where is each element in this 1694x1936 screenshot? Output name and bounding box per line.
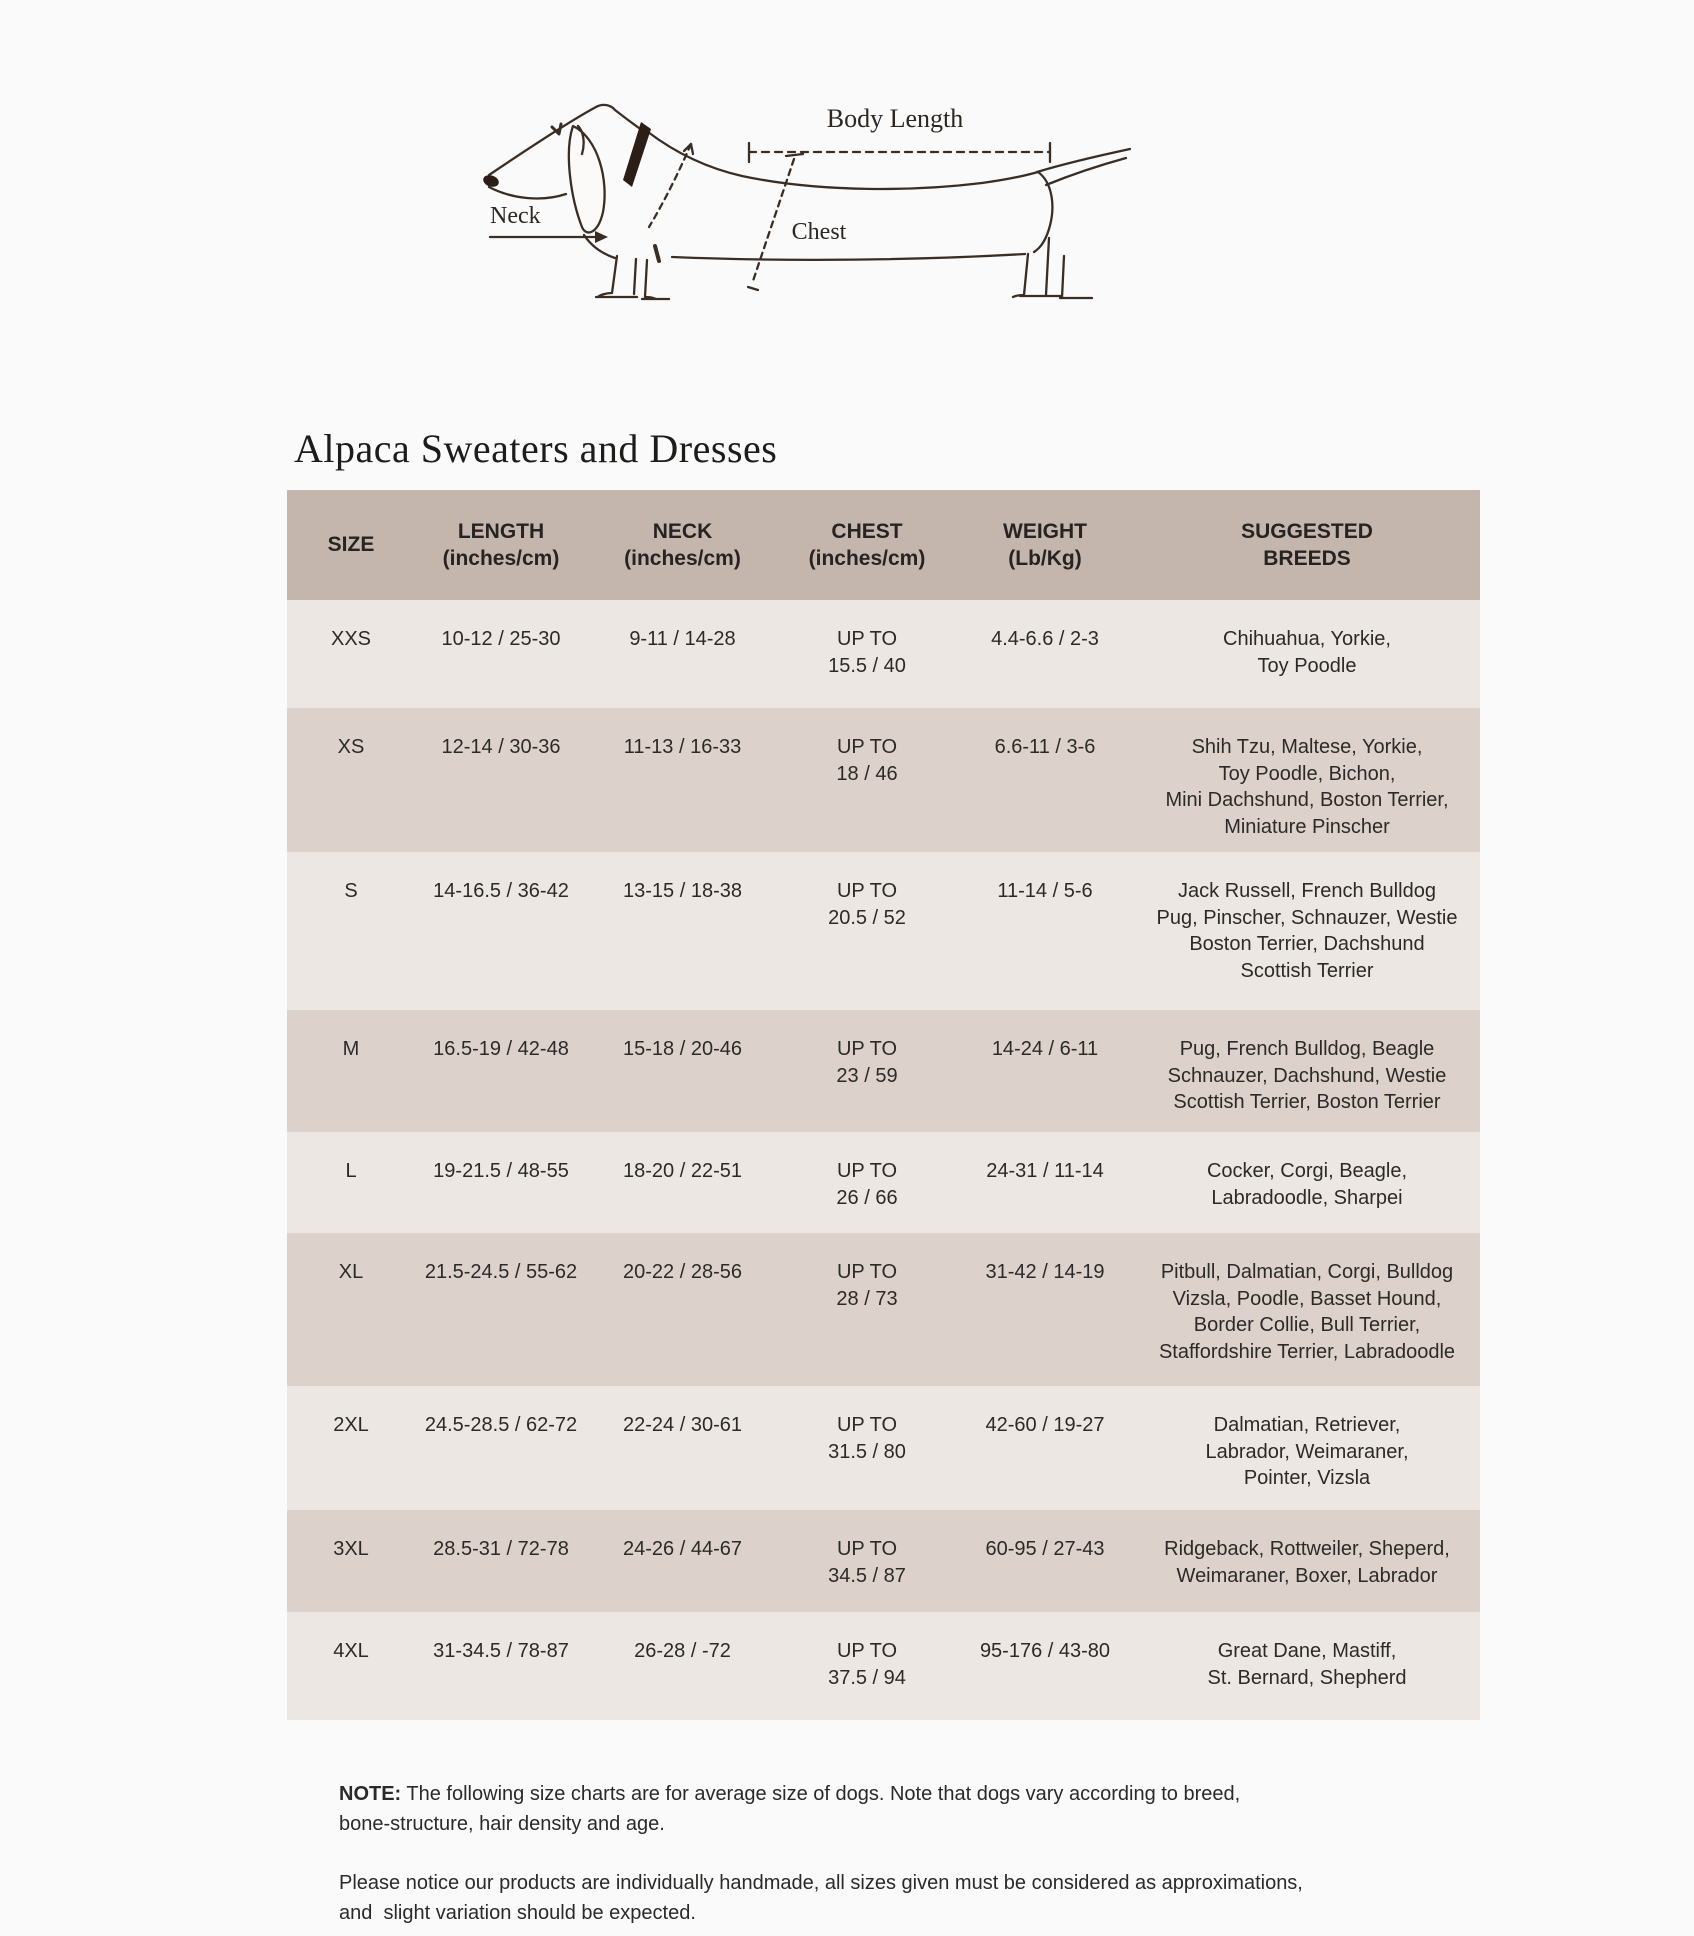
note-handmade: Please notice our products are individually handmade, all sizes given must be considered as approximations, and slight variation should be expected. xyxy=(339,1871,1303,1925)
size-chart-table xyxy=(287,490,1480,1720)
cell-breeds: Dalmatian, Retriever, Labrador, Weimaraner, Pointer, Vizsla xyxy=(1134,1386,1480,1510)
cell-length: 14-16.5 / 36-42 xyxy=(415,852,587,1010)
cell-length: 19-21.5 / 48-55 xyxy=(415,1132,587,1233)
table-header xyxy=(287,490,1480,600)
cell-size: 2XL xyxy=(287,1386,415,1510)
header-chest: CHEST (inches/cm) xyxy=(778,490,956,600)
cell-length: 12-14 / 30-36 xyxy=(415,708,587,852)
dog-rear-legs xyxy=(1013,238,1092,298)
dog-ear xyxy=(569,126,605,232)
note-average-size xyxy=(339,1779,1514,1840)
neck-measure-arc xyxy=(649,144,691,227)
cell-chest: UP TO 28 / 73 xyxy=(778,1233,956,1386)
header-weight: WEIGHT (Lb/Kg) xyxy=(956,490,1134,600)
cell-size: S xyxy=(287,852,415,1010)
cell-breeds: Pug, French Bulldog, Beagle Schnauzer, Dachshund, Westie Scottish Terrier, Boston Terrier xyxy=(1134,1010,1480,1132)
dog-jaw xyxy=(489,187,566,198)
cell-neck: 18-20 / 22-51 xyxy=(587,1132,778,1233)
chest-measure-arc xyxy=(753,159,794,281)
cell-chest: UP TO 18 / 46 xyxy=(778,708,956,852)
cell-chest: UP TO 23 / 59 xyxy=(778,1010,956,1132)
cell-size: XS xyxy=(287,708,415,852)
table-row xyxy=(287,1510,1480,1612)
cell-size: XL xyxy=(287,1233,415,1386)
cell-weight: 6.6-11 / 3-6 xyxy=(956,708,1134,852)
neck-arc-tick xyxy=(655,246,659,261)
chest-arc-bottom-tick xyxy=(748,287,758,290)
cell-breeds: Great Dane, Mastiff, St. Bernard, Shepherd xyxy=(1134,1612,1480,1720)
chest-arc-top-tick xyxy=(786,154,803,156)
cell-size: 3XL xyxy=(287,1510,415,1612)
cell-chest: UP TO 37.5 / 94 xyxy=(778,1612,956,1720)
cell-length: 21.5-24.5 / 55-62 xyxy=(415,1233,587,1386)
neck-label: Neck xyxy=(490,203,541,229)
cell-chest: UP TO 31.5 / 80 xyxy=(778,1386,956,1510)
chest-label: Chest xyxy=(791,219,847,245)
table-body xyxy=(287,600,1480,1720)
table-row xyxy=(287,1386,1480,1510)
cell-weight: 14-24 / 6-11 xyxy=(956,1010,1134,1132)
cell-breeds: Chihuahua, Yorkie, Toy Poodle xyxy=(1134,600,1480,708)
dog-nose xyxy=(482,173,501,188)
table-row xyxy=(287,600,1480,708)
cell-size: L xyxy=(287,1132,415,1233)
table-row xyxy=(287,1132,1480,1233)
cell-chest: UP TO 20.5 / 52 xyxy=(778,852,956,1010)
dog-belly xyxy=(672,254,1025,260)
table-row xyxy=(287,1010,1480,1132)
cell-breeds: Ridgeback, Rottweiler, Sheperd, Weimaraner, Boxer, Labrador xyxy=(1134,1510,1480,1612)
cell-neck: 15-18 / 20-46 xyxy=(587,1010,778,1132)
cell-neck: 13-15 / 18-38 xyxy=(587,852,778,1010)
cell-chest: UP TO 34.5 / 87 xyxy=(778,1510,956,1612)
cell-length: 31-34.5 / 78-87 xyxy=(415,1612,587,1720)
cell-weight: 4.4-6.6 / 2-3 xyxy=(956,600,1134,708)
cell-length: 16.5-19 / 42-48 xyxy=(415,1010,587,1132)
header-length: LENGTH (inches/cm) xyxy=(415,490,587,600)
cell-size: M xyxy=(287,1010,415,1132)
note-text: The following size charts are for average size of dogs. Note that dogs vary according to breed, bone-structure, hair density and age. xyxy=(339,1783,1241,1836)
header-breeds: SUGGESTED BREEDS xyxy=(1134,490,1480,600)
neck-arrowhead xyxy=(595,231,608,243)
cell-breeds: Shih Tzu, Maltese, Yorkie, Toy Poodle, Bichon, Mini Dachshund, Boston Terrier, Miniature Pinscher xyxy=(1134,708,1480,852)
cell-breeds: Pitbull, Dalmatian, Corgi, Bulldog Vizsla, Poodle, Basset Hound, Border Collie, Bull Terrier, Staffordshire Terrier, Labradoodle xyxy=(1134,1233,1480,1386)
cell-length: 24.5-28.5 / 62-72 xyxy=(415,1386,587,1510)
cell-chest: UP TO 26 / 66 xyxy=(778,1132,956,1233)
body-length-label: Body Length xyxy=(826,104,964,133)
cell-neck: 24-26 / 44-67 xyxy=(587,1510,778,1612)
dog-measurement-diagram xyxy=(472,96,1172,311)
cell-weight: 24-31 / 11-14 xyxy=(956,1132,1134,1233)
cell-length: 10-12 / 25-30 xyxy=(415,600,587,708)
table-header-row xyxy=(287,490,1480,600)
cell-size: 4XL xyxy=(287,1612,415,1720)
cell-weight: 95-176 / 43-80 xyxy=(956,1612,1134,1720)
table-row xyxy=(287,708,1480,852)
cell-neck: 20-22 / 28-56 xyxy=(587,1233,778,1386)
table-row xyxy=(287,1612,1480,1720)
table-row xyxy=(287,852,1480,1010)
table-row xyxy=(287,1233,1480,1386)
cell-neck: 9-11 / 14-28 xyxy=(587,600,778,708)
cell-weight: 60-95 / 27-43 xyxy=(956,1510,1134,1612)
cell-weight: 31-42 / 14-19 xyxy=(956,1233,1134,1386)
cell-neck: 22-24 / 30-61 xyxy=(587,1386,778,1510)
dog-collar xyxy=(623,122,651,187)
header-size: SIZE xyxy=(287,490,415,600)
cell-breeds: Cocker, Corgi, Beagle, Labradoodle, Sharpei xyxy=(1134,1132,1480,1233)
cell-weight: 42-60 / 19-27 xyxy=(956,1386,1134,1510)
cell-neck: 26-28 / -72 xyxy=(587,1612,778,1720)
cell-neck: 11-13 / 16-33 xyxy=(587,708,778,852)
header-neck: NECK (inches/cm) xyxy=(587,490,778,600)
note-label: NOTE: xyxy=(339,1783,402,1805)
cell-length: 28.5-31 / 72-78 xyxy=(415,1510,587,1612)
dog-back-line xyxy=(648,132,1038,189)
footer-notes xyxy=(339,1779,1514,1929)
page-title: Alpaca Sweaters and Dresses xyxy=(294,425,778,471)
cell-weight: 11-14 / 5-6 xyxy=(956,852,1134,1010)
dog-outline xyxy=(489,105,639,175)
cell-chest: UP TO 15.5 / 40 xyxy=(778,600,956,708)
cell-breeds: Jack Russell, French Bulldog Pug, Pinscher, Schnauzer, Westie Boston Terrier, Dachshund Scottish Terrier xyxy=(1134,852,1480,1010)
cell-size: XXS xyxy=(287,600,415,708)
